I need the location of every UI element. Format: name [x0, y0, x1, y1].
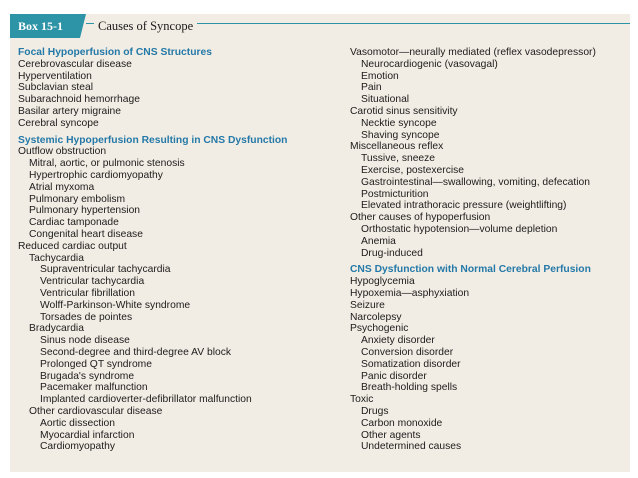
list-item: Ventricular tachycardia [40, 276, 145, 288]
list-item: Subarachnoid hemorrhage [18, 94, 140, 106]
list-item: Drug-induced [361, 247, 423, 259]
list-item: Bradycardia [29, 323, 84, 335]
list-item: Shaving syncope [361, 129, 440, 141]
list-item: Hypoxemia—asphyxiation [350, 287, 470, 299]
list-item: Outflow obstruction [18, 146, 107, 158]
list-item: Second-degree and third-degree AV block [40, 346, 231, 358]
list-item: Emotion [361, 70, 399, 82]
list-item: Brugada's syndrome [40, 370, 135, 382]
list-item: Other agents [361, 429, 421, 441]
list-item: Breath-holding spells [361, 382, 458, 394]
list-item: Atrial myxoma [29, 181, 95, 193]
list-item: Ventricular fibrillation [40, 287, 136, 299]
box-title: Causes of Syncope [94, 14, 197, 38]
list-item: Sinus node disease [40, 335, 130, 347]
list-item: Implanted cardioverter-defibrillator malfunction [40, 394, 252, 406]
list-item: Carotid sinus sensitivity [350, 105, 458, 117]
section-heading: Focal Hypoperfusion of CNS Structures [18, 47, 212, 58]
list-item: Myocardial infarction [40, 429, 135, 441]
list-item: Undetermined causes [361, 441, 462, 453]
list-item: Carbon monoxide [361, 417, 443, 429]
list-item: Situational [361, 94, 410, 106]
list-item: Tussive, sneeze [361, 153, 436, 165]
list-item: Postmicturition [361, 188, 429, 200]
list-item: Conversion disorder [361, 346, 454, 358]
list-item: Supraventricular tachycardia [40, 264, 171, 276]
list-item: Hypoglycemia [350, 276, 415, 288]
list-item: Cardiac tamponade [29, 217, 119, 229]
list-item: Necktie syncope [361, 117, 437, 129]
section-heading: Systemic Hypoperfusion Resulting in CNS Dysfunction [18, 134, 288, 146]
list-item: Psychogenic [350, 323, 409, 335]
list-item: Anxiety disorder [361, 335, 435, 347]
list-item: Other causes of hypoperfusion [350, 212, 491, 224]
list-item: Panic disorder [361, 370, 427, 382]
list-item: Cerebrovascular disease [18, 58, 132, 70]
list-item: Other cardiovascular disease [29, 405, 163, 417]
list-item: Prolonged QT syndrome [40, 358, 152, 370]
list-item: Vasomotor—neurally mediated (reflex vasodepressor) [350, 47, 596, 58]
list-item: Cardiomyopathy [40, 441, 115, 453]
list-item: Pulmonary hypertension [29, 205, 141, 217]
box-label: Box 15-1 [10, 14, 80, 38]
syncope-box [10, 14, 630, 472]
list-item: Basilar artery migraine [18, 105, 122, 117]
list-item: Mitral, aortic, or pulmonic stenosis [29, 158, 185, 170]
list-item: Pacemaker malfunction [40, 382, 148, 394]
list-item: Reduced cardiac output [18, 240, 127, 252]
list-item: Torsades de pointes [40, 311, 133, 323]
list-item: Seizure [350, 299, 385, 311]
list-item: Cerebral syncope [18, 117, 99, 129]
list-item: Pulmonary embolism [29, 193, 126, 205]
list-item: Wolff-Parkinson-White syndrome [40, 299, 191, 311]
list-item: Hypertrophic cardiomyopathy [29, 169, 163, 181]
list-item: Narcolepsy [350, 311, 402, 323]
right-column [350, 47, 628, 453]
list-item: Aortic dissection [40, 417, 115, 429]
list-item: Anemia [361, 235, 396, 247]
list-item: Orthostatic hypotension—volume depletion [361, 223, 558, 235]
list-item: Elevated intrathoracic pressure (weightlifting) [361, 200, 567, 212]
list-item: Tachycardia [29, 252, 84, 264]
list-item: Hyperventilation [18, 70, 92, 82]
list-item: Subclavian steal [18, 82, 93, 94]
list-item: Pain [361, 82, 382, 94]
list-item: Miscellaneous reflex [350, 141, 444, 153]
tab-wedge [80, 14, 86, 38]
list-item: Toxic [350, 394, 374, 406]
list-item: Somatization disorder [361, 358, 461, 370]
left-column [18, 47, 340, 453]
list-item: Exercise, postexercise [361, 164, 465, 176]
list-item: Neurocardiogenic (vasovagal) [361, 58, 498, 70]
list-item: Drugs [361, 405, 389, 417]
list-item: Congenital heart disease [29, 228, 143, 240]
section-heading: CNS Dysfunction with Normal Cerebral Perfusion [350, 264, 591, 276]
list-item: Gastrointestinal—swallowing, vomiting, defecation [361, 176, 590, 188]
